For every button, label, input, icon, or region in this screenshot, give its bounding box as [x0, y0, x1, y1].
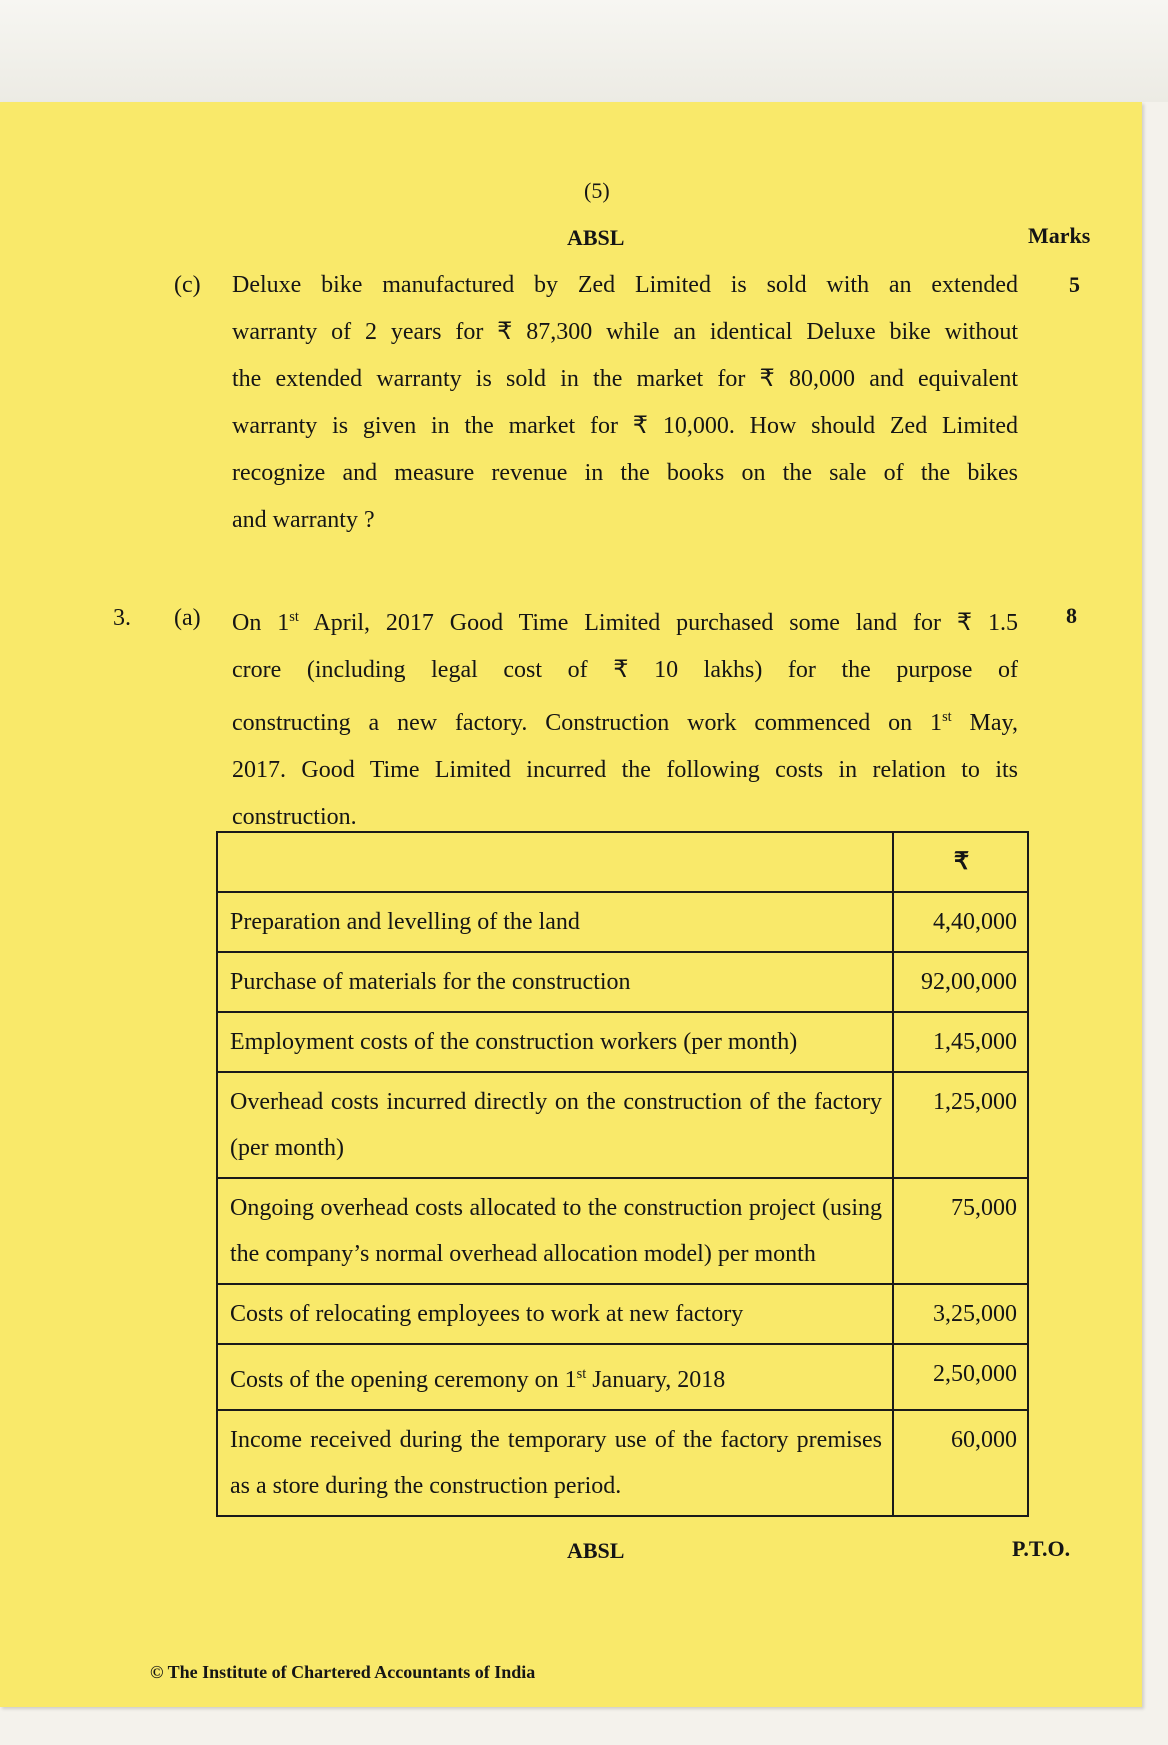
q2c-marks: 5	[1069, 272, 1080, 297]
table-row	[217, 1344, 1028, 1410]
construction-costs-table	[216, 831, 1029, 1517]
pto-label: P.T.O.	[1012, 1536, 1071, 1561]
cost-amount: 1,45,000	[893, 1012, 1028, 1072]
q3a-line: On 1st April, 2017 Good Time Limited purchased some land for ₹ 1.5	[232, 609, 1018, 636]
copyright-notice: © The Institute of Chartered Accountants of India	[150, 1662, 536, 1682]
q2c-line: warranty of 2 years for ₹ 87,300 while an identical Deluxe bike without	[232, 319, 1018, 345]
header-code: ABSL	[567, 225, 625, 250]
footer-code: ABSL	[567, 1538, 625, 1563]
cost-amount: 60,000	[893, 1410, 1028, 1516]
cost-item: Overhead costs incurred directly on the construction of the factory (per month)	[217, 1072, 893, 1178]
scan-top-margin	[0, 0, 1168, 102]
q3a-marks: 8	[1066, 603, 1077, 628]
cost-item: Employment costs of the construction workers (per month)	[217, 1012, 893, 1072]
cost-item: Costs of the opening ceremony on 1st January, 2018	[217, 1344, 893, 1410]
marks-label: Marks	[1028, 223, 1091, 248]
q3a-text	[232, 594, 1018, 841]
table-header-blank	[217, 832, 893, 892]
cost-item: Income received during the temporary use of the factory premises as a store during the construction period.	[217, 1410, 893, 1516]
cost-amount: 2,50,000	[893, 1344, 1028, 1410]
q2c-text	[232, 262, 1018, 544]
q3a-line: 2017. Good Time Limited incurred the following costs in relation to its	[232, 757, 1018, 783]
table-row	[217, 1072, 1028, 1178]
q3-number: 3.	[113, 605, 131, 631]
table-row	[217, 1012, 1028, 1072]
q3a-line: crore (including legal cost of ₹ 10 lakhs) for the purpose of	[232, 657, 1018, 683]
q2c-line: and warranty ?	[232, 507, 375, 533]
q2c-line: Deluxe bike manufactured by Zed Limited is sold with an extended	[232, 272, 1018, 298]
table-row	[217, 952, 1028, 1012]
table-row	[217, 1410, 1028, 1516]
cost-amount: 92,00,000	[893, 952, 1028, 1012]
currency-header: ₹	[893, 832, 1028, 892]
cost-item: Costs of relocating employees to work at new factory	[217, 1284, 893, 1344]
cost-amount: 3,25,000	[893, 1284, 1028, 1344]
q2c-line: the extended warranty is sold in the market for ₹ 80,000 and equivalent	[232, 366, 1018, 392]
q2c-label: (c)	[174, 272, 201, 298]
cost-item: Ongoing overhead costs allocated to the construction project (using the company’s normal overhead allocation model) per month	[217, 1178, 893, 1284]
cost-amount: 1,25,000	[893, 1072, 1028, 1178]
cost-item: Preparation and levelling of the land	[217, 892, 893, 952]
q3a-line: construction.	[232, 804, 357, 830]
table-row	[217, 1284, 1028, 1344]
cost-amount: 75,000	[893, 1178, 1028, 1284]
exam-page	[0, 102, 1142, 1707]
q2c-line: warranty is given in the market for ₹ 10,000. How should Zed Limited	[232, 413, 1018, 439]
cost-item: Purchase of materials for the construction	[217, 952, 893, 1012]
table-header-row	[217, 832, 1028, 892]
q2c-line: recognize and measure revenue in the books on the sale of the bikes	[232, 460, 1018, 486]
q3a-label: (a)	[174, 605, 201, 631]
q3a-line: constructing a new factory. Construction work commenced on 1st May,	[232, 709, 1018, 736]
table-row	[217, 892, 1028, 952]
table-row	[217, 1178, 1028, 1284]
page-number: (5)	[584, 178, 610, 203]
cost-amount: 4,40,000	[893, 892, 1028, 952]
